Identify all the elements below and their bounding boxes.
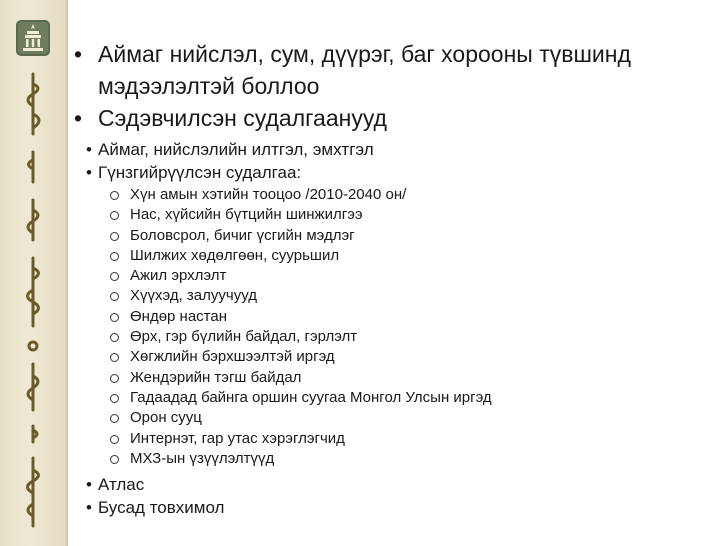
study-topic-text: Хүн амын хэтийн тооцоо /2010-2040 он/ bbox=[130, 186, 407, 203]
study-topic-item bbox=[110, 185, 718, 205]
sub-bullet-text: Бусад товхимол bbox=[98, 498, 225, 518]
sidebar-decoration bbox=[0, 0, 66, 546]
mongolian-script-icon bbox=[10, 64, 56, 538]
sub-bullet-item bbox=[86, 496, 718, 519]
sub-bullet-item bbox=[86, 161, 718, 184]
study-topic-list bbox=[86, 185, 718, 469]
sub-bullet-text: Атлас bbox=[98, 475, 145, 495]
hollow-circle-icon bbox=[110, 353, 119, 362]
study-topic-text: Ажил эрхлэлт bbox=[130, 267, 227, 285]
study-topic-item bbox=[110, 388, 718, 408]
study-topic-text: Боловсрол, бичиг үсгийн мэдлэг bbox=[130, 226, 355, 244]
study-topic-item bbox=[110, 368, 718, 388]
study-topic-item bbox=[110, 429, 718, 449]
study-topic-text: Хүүхэд, залуучууд bbox=[130, 287, 257, 305]
bullet-marker: • bbox=[74, 41, 83, 67]
main-bullet-text: Аймаг нийслэл, сум, дүүрэг, баг хорооны түвшинд мэдээлэлтэй боллоо bbox=[98, 41, 631, 99]
study-topic-text: Өрх, гэр бүлийн байдал, гэрлэлт bbox=[130, 328, 358, 346]
hollow-circle-icon bbox=[110, 313, 119, 322]
study-topic-item bbox=[110, 449, 718, 469]
study-topic-item bbox=[110, 226, 718, 246]
study-topic-item bbox=[110, 286, 718, 306]
hollow-circle-icon bbox=[110, 455, 119, 464]
study-topic-item bbox=[110, 307, 718, 327]
study-topic-item bbox=[110, 327, 718, 347]
study-topic-item bbox=[110, 347, 718, 367]
study-topic-item bbox=[110, 408, 718, 428]
main-bullet-item bbox=[74, 38, 718, 102]
study-topic-text: Гадаадад байнга оршин суугаа Монгол Улсын иргэд bbox=[130, 388, 492, 406]
sub-bullet-item bbox=[86, 138, 718, 161]
study-topic-text: Өндөр настан bbox=[130, 307, 228, 325]
hollow-circle-icon bbox=[110, 414, 119, 423]
study-topic-text: Шилжих хөдөлгөөн, суурьшил bbox=[130, 246, 340, 264]
study-topic-text: Интернэт, гар утас хэрэглэгчид bbox=[130, 429, 345, 447]
hollow-circle-icon bbox=[110, 272, 119, 281]
main-bullet-text: Сэдэвчилсэн судалгаанууд bbox=[98, 105, 387, 131]
study-topic-text: Жендэрийн тэгш байдал bbox=[130, 368, 302, 386]
main-bullet-item bbox=[74, 102, 718, 134]
slide-content bbox=[74, 38, 718, 519]
bullet-marker: • bbox=[86, 140, 92, 159]
bullet-marker: • bbox=[86, 163, 92, 182]
study-topic-text: Хөгжлийн бэрхшээлтэй иргэд bbox=[130, 348, 335, 366]
hollow-circle-icon bbox=[110, 435, 119, 444]
hollow-circle-icon bbox=[110, 191, 119, 200]
hollow-circle-icon bbox=[110, 292, 119, 301]
study-topic-item bbox=[110, 266, 718, 286]
study-topic-item bbox=[110, 246, 718, 266]
bullet-marker: • bbox=[86, 498, 92, 518]
hollow-circle-icon bbox=[110, 211, 119, 220]
sub-bullet-text: Гүнзгийрүүлсэн судалгаа: bbox=[98, 163, 302, 182]
sub-bullet-list bbox=[74, 138, 718, 519]
hollow-circle-icon bbox=[110, 394, 119, 403]
sub-bullet-list-bottom bbox=[86, 473, 718, 519]
hollow-circle-icon bbox=[110, 374, 119, 383]
sidebar-divider bbox=[66, 0, 68, 546]
study-topic-text: Орон сууц bbox=[130, 409, 202, 427]
sub-bullet-item bbox=[86, 473, 718, 496]
bullet-marker: • bbox=[74, 105, 83, 131]
hollow-circle-icon bbox=[110, 252, 119, 261]
bullet-marker: • bbox=[86, 475, 92, 495]
study-topic-item bbox=[110, 205, 718, 225]
study-topic-text: МХЗ-ын үзүүлэлтүүд bbox=[130, 449, 275, 467]
sub-bullet-text: Аймаг, нийслэлийн илтгэл, эмхтгэл bbox=[98, 140, 374, 159]
hollow-circle-icon bbox=[110, 333, 119, 342]
state-emblem-icon bbox=[15, 18, 51, 58]
study-topic-text: Нас, хүйсийн бүтцийн шинжилгээ bbox=[130, 206, 363, 224]
hollow-circle-icon bbox=[110, 232, 119, 241]
